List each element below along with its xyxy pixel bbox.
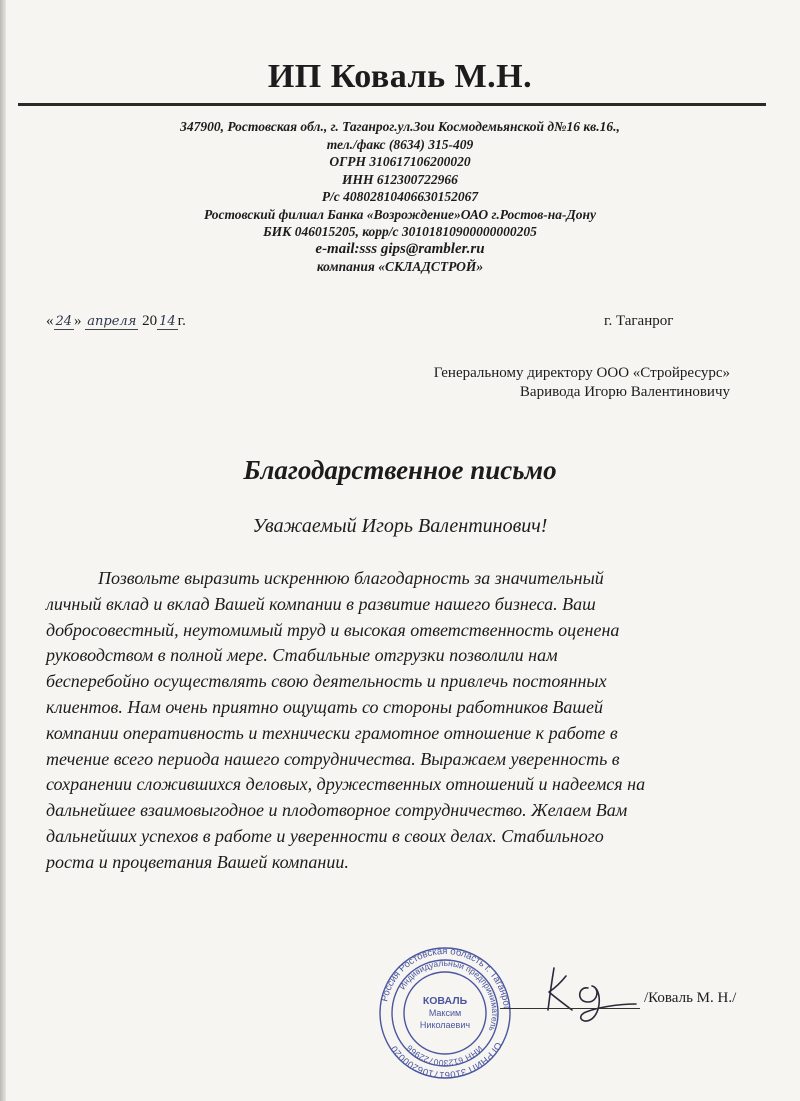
body-line: клиентов. Нам очень приятно ощущать со стороны работников Вашей — [46, 696, 603, 717]
date-day: 24 — [55, 314, 73, 329]
letter-date — [46, 313, 186, 330]
body-line: руководством в полной мере. Стабильные отгрузки позволили нам — [46, 645, 558, 666]
body-line: дальнейших успехов в работе и уверенности в своих делах. Стабильного — [46, 825, 604, 846]
body-line: компании оперативность и технически грамотное отношение к работе в — [46, 722, 618, 743]
date-month: апреля — [87, 314, 137, 329]
body-line: личный вклад и вклад Вашей компании в развитие нашего бизнеса. Ваш — [46, 593, 596, 614]
salutation: Уважаемый Игорь Валентинович! — [252, 515, 548, 537]
company-requisites — [100, 118, 700, 276]
requisite-account: Р/с 40802810406630152067 — [321, 189, 479, 204]
company-stamp — [367, 946, 523, 1080]
stamp-surname: КОВАЛЬ — [422, 995, 468, 1007]
requisite-inn: ИНН 612300722966 — [342, 171, 458, 187]
stamp-inner-ring-text: Индивидуальный предприниматель — [396, 957, 501, 1033]
stamp-first-name: Максим — [428, 1008, 462, 1018]
stamp-outer-ring-text: Россия Ростовская область г. Таганро — [379, 946, 512, 1007]
date-suffix: г. — [177, 313, 186, 329]
body-line: добросовестный, неутомимый труд и высокая ответственность оценена — [46, 619, 620, 640]
requisite-phone: тел./факс (8634) 315-409 — [326, 136, 474, 152]
stamp-inn-text: ИНН 612300722966 — [404, 1043, 485, 1069]
signature-line — [500, 1008, 640, 1009]
date-year-suffix: 14 — [159, 314, 176, 329]
body-line: Позвольте выразить искреннюю благодарность за значительный — [98, 568, 604, 588]
requisite-bik: БИК 046015205, корр/с 30101810900000000205 — [263, 224, 537, 239]
letter-body — [46, 566, 746, 876]
body-line: роста и процветания Вашей компании. — [46, 851, 349, 872]
body-line: дальнейшее взаимовыгодное и плодотворное сотрудничество. Желаем Вам — [46, 800, 628, 821]
addressee-name: Варивода Игорю Валентиновичу — [519, 384, 730, 400]
requisite-bank: Ростовский филиал Банка «Возрождение»ОАО г.Ростов-на-Дону — [203, 206, 596, 222]
handwritten-signature — [536, 958, 646, 1028]
requisite-ogrn: ОГРН 310617106200020 — [329, 154, 471, 169]
document-title: Благодарственное письмо — [243, 455, 557, 485]
body-line: бесперебойно осуществлять свою деятельность и привлечь постоянных — [46, 671, 607, 692]
letterhead-title: ИП Коваль М.Н. — [267, 58, 533, 95]
date-open-quote: « — [46, 313, 54, 329]
requisite-address: 347900, Ростовская обл., г. Таганрог.ул.Зои Космодемьянской д№16 кв.16., — [180, 119, 620, 134]
body-line: течение всего периода нашего сотрудничества. Выражаем уверенность в — [46, 748, 620, 769]
signatory-name: /Коваль М. Н./ — [644, 990, 737, 1006]
stamp-ogrn-text: ОГРНИП 310617106200020 — [388, 1039, 504, 1080]
letterhead-divider — [18, 103, 766, 106]
body-line: сохранении сложившихся деловых, дружественных отношений и надеемся на — [46, 774, 646, 795]
stamp-patronymic: Николаевич — [419, 1020, 471, 1030]
requisite-email: e-mail:sss gips@rambler.ru — [315, 240, 485, 257]
letter-city: г. Таганрог — [604, 313, 674, 329]
addressee — [434, 364, 730, 402]
scan-edge — [0, 0, 6, 1101]
date-year-prefix: 20 — [142, 313, 158, 329]
requisite-company: компания «СКЛАДСТРОЙ» — [316, 259, 484, 274]
addressee-position: Генеральному директору ООО «Стройресурс» — [433, 365, 730, 381]
date-close-quote: » — [74, 313, 82, 329]
